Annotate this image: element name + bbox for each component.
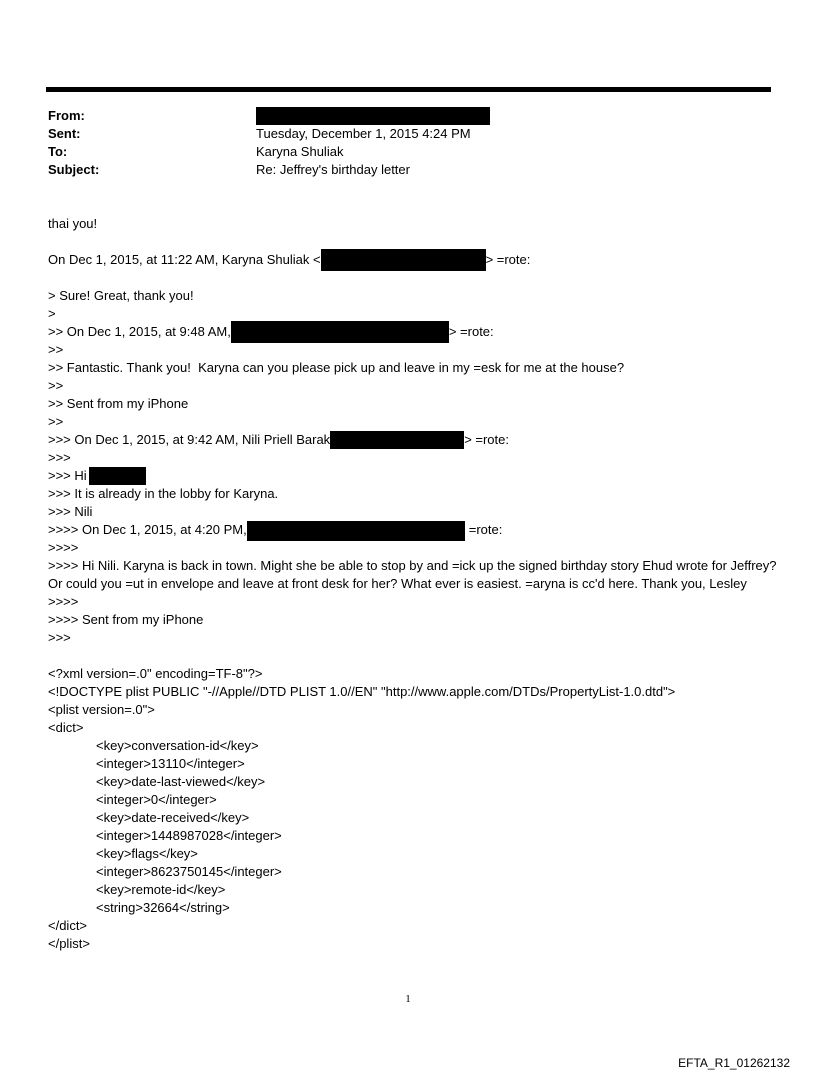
body-line: >>> Nili — [48, 504, 93, 519]
plist-line: <key>date-received</key> — [96, 810, 250, 825]
quote-header-tail: > =rote: — [448, 324, 494, 339]
redaction-box — [247, 521, 465, 541]
plist-line: <string>32664</string> — [96, 900, 230, 915]
from-row — [48, 107, 648, 125]
redaction-box — [256, 107, 490, 125]
plist-line: <!DOCTYPE plist PUBLIC "-//Apple//DTD PLIST 1.0//EN" "http://www.apple.com/DTDs/PropertyList-1.0.dtd"> — [48, 684, 676, 699]
sent-label: Sent: — [48, 126, 81, 141]
from-value — [256, 107, 490, 125]
sent-value: Tuesday, December 1, 2015 4:24 PM — [256, 126, 471, 141]
sent-row — [48, 125, 648, 143]
greeting-text: >>> Hi — [48, 468, 87, 483]
to-value: Karyna Shuliak — [256, 144, 344, 159]
subject-value: Re: Jeffrey's birthday letter — [256, 162, 410, 177]
quote-header-text: >>> On Dec 1, 2015, at 9:42 AM, Nili Priell Barak — [48, 432, 331, 447]
quote-header-tail: =rote: — [468, 522, 503, 537]
quote-header-line — [48, 431, 778, 449]
plist-line: </plist> — [48, 936, 90, 951]
quote-header-text: >>>> On Dec 1, 2015, at 4:20 PM, — [48, 522, 247, 537]
body-line: thai you! — [48, 216, 98, 231]
top-rule — [46, 87, 771, 92]
plist-line: <integer>1448987028</integer> — [96, 828, 282, 843]
plist-line: <key>date-last-viewed</key> — [96, 774, 266, 789]
quote-header-tail: > =rote: — [464, 432, 509, 447]
plist-line: </dict> — [48, 918, 88, 933]
from-label: From: — [48, 108, 85, 123]
plist-line: <integer>0</integer> — [96, 792, 217, 807]
body-line: >>> It is already in the lobby for Karyna. — [48, 486, 279, 501]
body-line: >>> — [48, 630, 71, 645]
body-line: >> Sent from my iPhone — [48, 396, 189, 411]
to-row — [48, 143, 648, 161]
body-line: > — [48, 306, 56, 321]
spacer — [48, 647, 778, 665]
quote-header-text: On Dec 1, 2015, at 11:22 AM, Karyna Shuliak < — [48, 252, 321, 267]
plist-line: <key>flags</key> — [96, 846, 198, 861]
body-line: >>>> Sent from my iPhone — [48, 612, 204, 627]
spacer — [48, 269, 778, 287]
quote-header-text: >> On Dec 1, 2015, at 9:48 AM, — [48, 324, 231, 339]
bates-number: EFTA_R1_01262132 — [678, 1056, 790, 1070]
body-line: >> — [48, 414, 64, 429]
body-line: >> Fantastic. Thank you! Karyna can you please pick up and leave in my =esk for me at the house? — [48, 360, 625, 375]
plist-line: <key>remote-id</key> — [96, 882, 226, 897]
page-number: 1 — [405, 993, 411, 1005]
plist-line: <integer>13110</integer> — [96, 756, 245, 771]
redaction-box — [330, 431, 464, 449]
redaction-box — [321, 249, 486, 271]
body-paragraph: >>>> Hi Nili. Karyna is back in town. Might she be able to stop by and =ick up the signed birthday story Ehud wrote for Jeffrey? Or could you =ut in envelope and leave at front desk for her? What ever is easiest. =aryna is cc'd here. Thank you, Lesley — [48, 558, 777, 591]
email-body — [48, 215, 778, 953]
subject-row — [48, 161, 648, 179]
quote-header-line — [48, 323, 778, 341]
body-line: >>>> — [48, 594, 79, 609]
plist-line: <key>conversation-id</key> — [96, 738, 259, 753]
plist-line: <dict> — [48, 720, 84, 735]
quote-header-line — [48, 521, 778, 539]
plist-line: <plist version=.0"> — [48, 702, 155, 717]
quote-header-line — [48, 251, 778, 269]
plist-line: <integer>8623750145</integer> — [96, 864, 282, 879]
body-line: > Sure! Great, thank you! — [48, 288, 194, 303]
greeting-line — [48, 467, 778, 485]
body-line: >> — [48, 342, 64, 357]
redaction-box — [89, 467, 146, 485]
redaction-box — [231, 321, 449, 343]
body-line: >>> — [48, 450, 71, 465]
quote-header-tail: > =rote: — [485, 252, 531, 267]
body-line: >>>> — [48, 540, 79, 555]
email-header — [48, 107, 648, 179]
plist-line: <?xml version=.0" encoding=TF-8"?> — [48, 666, 263, 681]
to-label: To: — [48, 144, 68, 159]
subject-label: Subject: — [48, 162, 100, 177]
body-line: >> — [48, 378, 64, 393]
